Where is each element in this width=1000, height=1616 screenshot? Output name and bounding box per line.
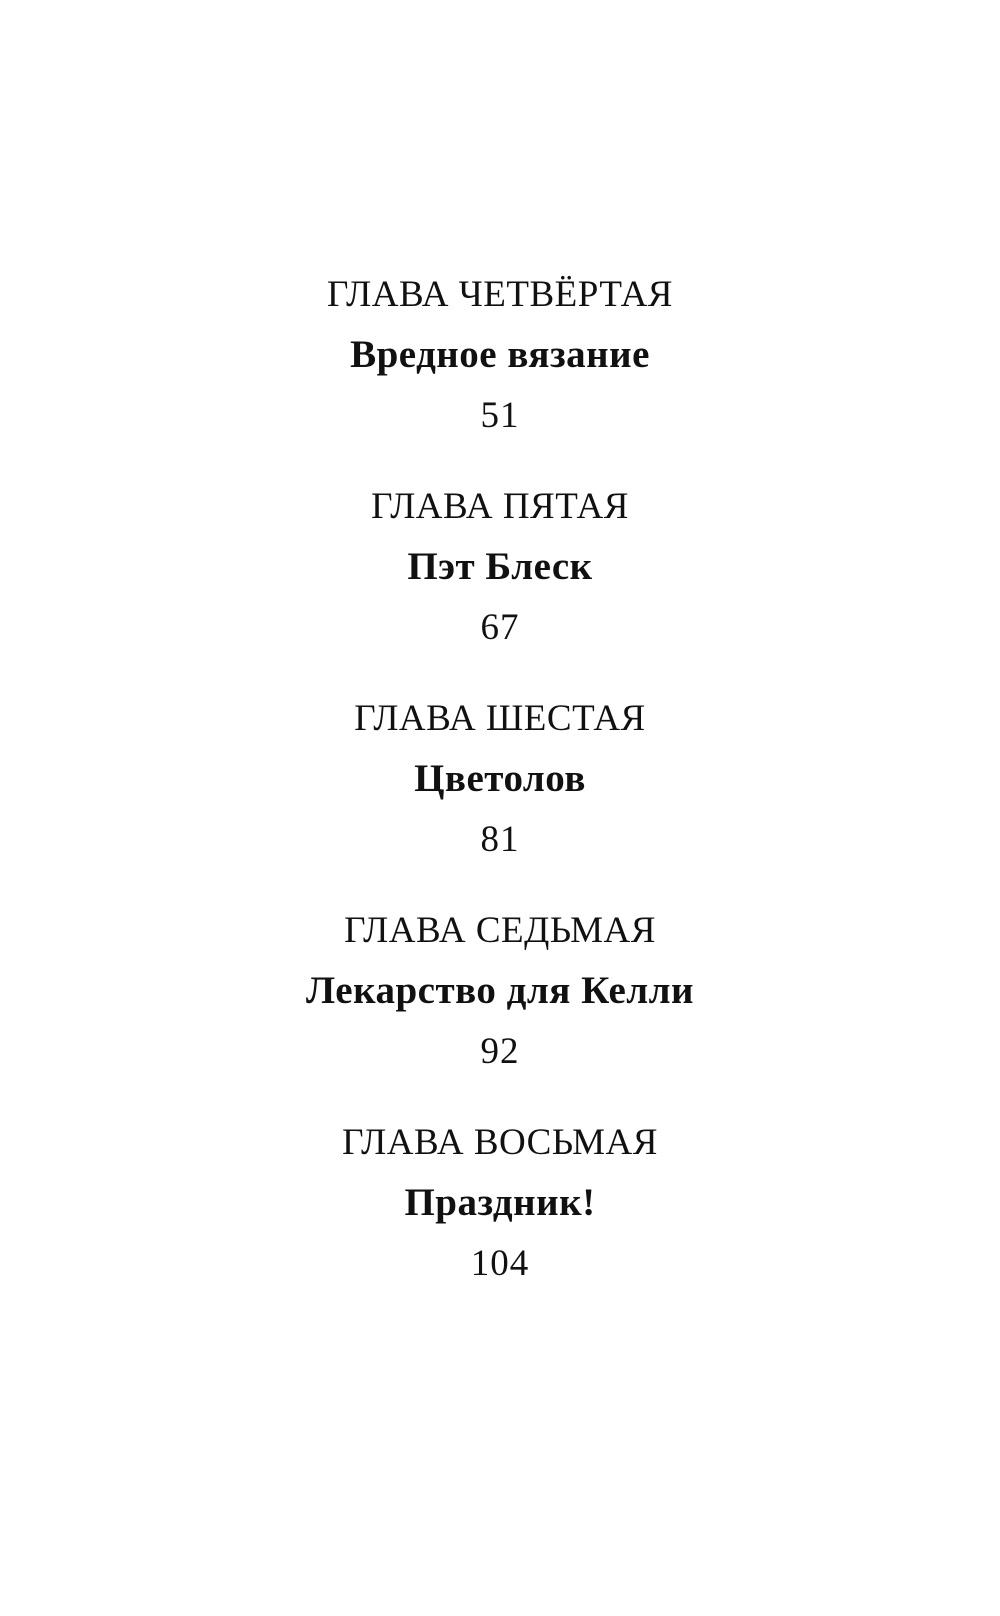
toc-entry-chapter-8: [0, 1113, 1000, 1295]
page-number: 104: [470, 1243, 530, 1284]
chapter-title: Праздник!: [404, 1181, 596, 1224]
chapter-title: Пэт Блеск: [407, 545, 593, 588]
page-number: 81: [480, 819, 520, 860]
table-of-contents: [0, 265, 1000, 1295]
chapter-label: ГЛАВА СЕДЬМАЯ: [344, 910, 656, 951]
page-number: 67: [480, 607, 520, 648]
toc-entry-chapter-5: [0, 477, 1000, 659]
chapter-label: ГЛАВА ВОСЬМАЯ: [342, 1122, 658, 1163]
page-number: 51: [480, 395, 520, 436]
toc-entry-chapter-4: [0, 265, 1000, 447]
page-number: 92: [480, 1031, 520, 1072]
chapter-title: Цветолов: [414, 757, 586, 800]
chapter-title: Вредное вязание: [350, 333, 650, 376]
toc-entry-chapter-6: [0, 689, 1000, 871]
chapter-title: Лекарство для Келли: [306, 969, 694, 1012]
toc-entry-chapter-7: [0, 901, 1000, 1083]
chapter-label: ГЛАВА ПЯТАЯ: [371, 486, 629, 527]
chapter-label: ГЛАВА ЧЕТВЁРТАЯ: [327, 274, 673, 315]
chapter-label: ГЛАВА ШЕСТАЯ: [354, 698, 646, 739]
